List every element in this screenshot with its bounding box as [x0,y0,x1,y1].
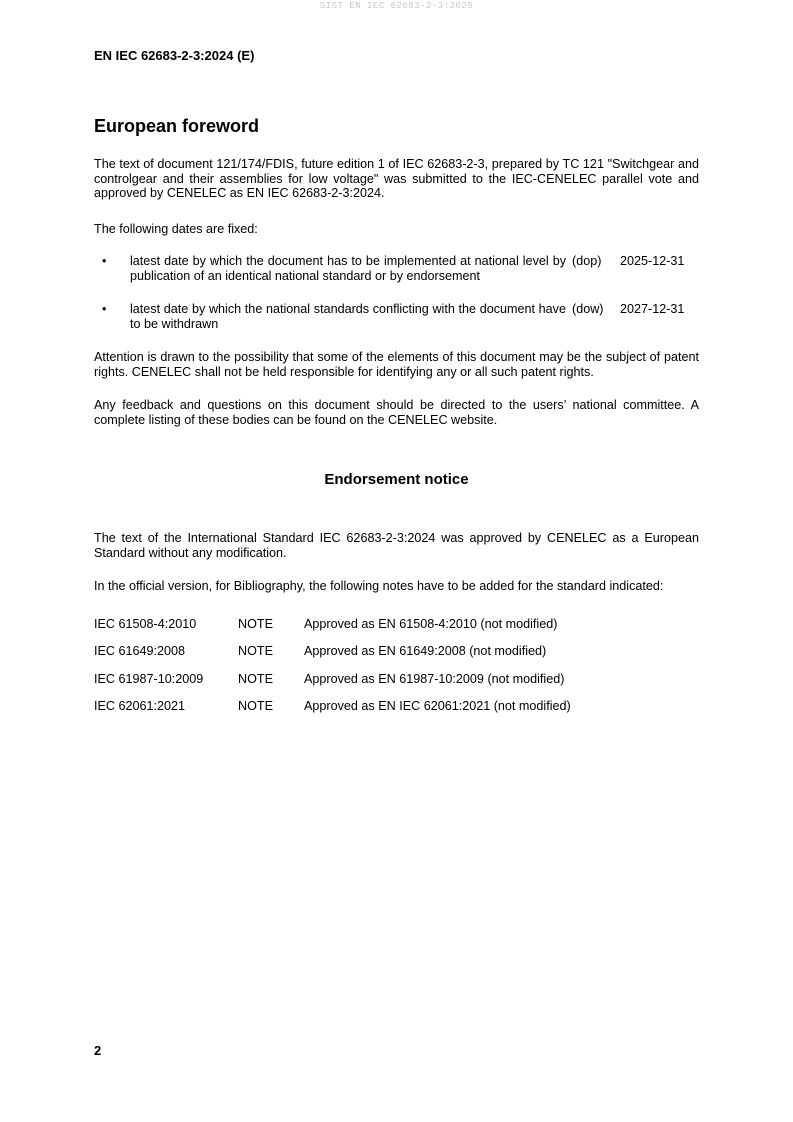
foreword-intro-paragraph: The text of document 121/174/FDIS, future edition 1 of IEC 62683-2-3, prepared by TC 121 "Switchgear and controlgear and their assemblies for low voltage" was submitted to the IEC-CENELEC parallel vote and approved by CENELEC as EN IEC 62683-2-3:2024. [94,157,699,201]
date-item-code: (dop) [572,254,602,268]
feedback-paragraph: Any feedback and questions on this document should be directed to the users’ national committee. A complete listing of these bodies can be found on the CENELEC website. [94,398,699,427]
date-item-date: 2027-12-31 [620,302,685,316]
date-item-text: latest date by which the document has to be implemented at national level by publication of an identical national standard or by endorsement [130,254,566,283]
note-label: NOTE [238,644,273,658]
bullet-icon: • [102,254,107,268]
note-text: Approved as EN 61649:2008 (not modified) [304,644,547,658]
date-item-dow [94,302,699,334]
bibliography-intro: In the official version, for Bibliography, the following notes have to be added for the standard indicated: [94,579,664,593]
date-item-date: 2025-12-31 [620,254,685,268]
note-label: NOTE [238,699,273,713]
patent-paragraph: Attention is drawn to the possibility that some of the elements of this document may be the subject of patent rights. CENELEC shall not be held responsible for identifying any or all such patent rights. [94,350,699,379]
watermark: SIST EN IEC 62683-2-3:2025 [319,1,474,11]
dates-intro-text: The following dates are fixed: [94,222,258,236]
page-number: 2 [94,1043,102,1058]
endorsement-title: Endorsement notice [324,471,469,488]
note-standard: IEC 61987-10:2009 [94,672,204,686]
note-label: NOTE [238,617,273,631]
date-item-code: (dow) [572,302,604,316]
note-standard: IEC 62061:2021 [94,699,186,713]
note-standard: IEC 61508-4:2010 [94,617,197,631]
note-standard: IEC 61649:2008 [94,644,186,658]
date-item-dop [94,254,699,286]
note-text: Approved as EN 61508-4:2010 (not modified) [304,617,558,631]
note-text: Approved as EN 61987-10:2009 (not modified) [304,672,565,686]
note-text: Approved as EN IEC 62061:2021 (not modified) [304,699,571,713]
document-header: EN IEC 62683-2-3:2024 (E) [94,48,255,63]
date-item-text: latest date by which the national standards conflicting with the document have to be withdrawn [130,302,566,331]
bullet-icon: • [102,302,107,316]
endorsement-paragraph: The text of the International Standard IEC 62683-2-3:2024 was approved by CENELEC as a European Standard without any modification. [94,531,699,560]
note-label: NOTE [238,672,273,686]
foreword-title: European foreword [94,116,260,136]
